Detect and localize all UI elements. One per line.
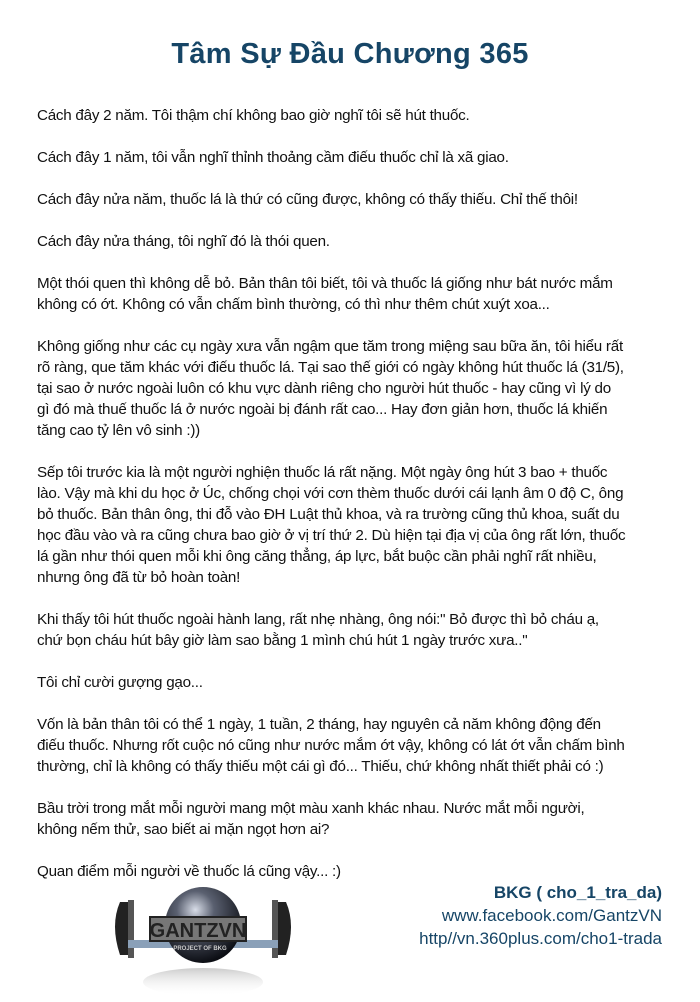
- paragraph: [37, 231, 677, 252]
- paragraph-line: không nếm thử, sao biết ai mặn ngọt hơn ai?: [37, 821, 330, 838]
- paragraph-line: Không giống như các cụ ngày xưa vẫn ngậm que tăm trong miệng sau bữa ăn, tôi hiểu rất: [37, 338, 623, 355]
- paragraph-line: tại sao ở nước ngoài luôn có khu vực dành riêng cho người hút thuốc - hay cũng vì lý do: [37, 380, 611, 397]
- paragraph: [37, 189, 677, 210]
- paragraph-line: bỏ thuốc. Bản thân ông, thi đỗ vào ĐH Luật thủ khoa, và ra trường cũng thủ khoa, suất du: [37, 506, 620, 523]
- svg-text:PROJECT OF BKG: PROJECT OF BKG: [173, 946, 227, 952]
- paragraph-line: Một thói quen thì không dễ bỏ. Bản thân tôi biết, tôi và thuốc lá giống như bát nước mắm: [37, 275, 613, 292]
- paragraph: [37, 462, 677, 588]
- paragraph-line: gì đó mà thuế thuốc lá ở nước ngoài bị đánh rất cao... Hay đơn giản hơn, thuốc lá khiến: [37, 401, 608, 418]
- paragraph-line: lá gần như thói quen mỗi khi ông căng thẳng, áp lực, bắt buộc cần phải nghĩ rất nhiều,: [37, 548, 597, 565]
- paragraph-line: học đầu vào và ra cũng chưa bao giờ ở vị trí thứ 2. Dù hiện tại địa vị của ông rất lớn, thuốc: [37, 527, 626, 544]
- paragraph-line: chứ bọn cháu hút bây giờ làm sao bằng 1 mình chú hút 1 ngày trước xưa..": [37, 632, 528, 649]
- paragraph-line: tăng cao tỷ lên vô sinh :)): [37, 422, 200, 439]
- paragraph: [37, 861, 677, 882]
- paragraph-line: Cách đây 1 năm, tôi vẫn nghĩ thỉnh thoảng cầm điếu thuốc chỉ là xã giao.: [37, 149, 509, 166]
- paragraph-line: Tôi chỉ cười gượng gạo...: [37, 674, 203, 691]
- credits: [419, 881, 662, 950]
- paragraph: [37, 714, 677, 777]
- author-name: BKG ( cho_1_tra_da): [493, 883, 662, 902]
- paragraph-line: Bầu trời trong mắt mỗi người mang một màu xanh khác nhau. Nước mắt mỗi người,: [37, 800, 585, 817]
- facebook-link[interactable]: www.facebook.com/GantzVN: [441, 906, 662, 925]
- paragraph: [37, 609, 677, 651]
- paragraph: [37, 798, 677, 840]
- paragraph-line: Khi thấy tôi hút thuốc ngoài hành lang, rất nhẹ nhàng, ông nói:" Bỏ được thì bỏ cháu ạ,: [37, 611, 599, 628]
- paragraph-line: nhưng ông đã từ bỏ hoàn toàn!: [37, 569, 241, 586]
- paragraph: [37, 672, 677, 693]
- paragraph-line: Cách đây 2 năm. Tôi thậm chí không bao giờ nghĩ tôi sẽ hút thuốc.: [37, 107, 470, 124]
- paragraph-line: không có ớt. Không có vẫn chấm bình thường, có thì như thêm chút xuýt xoa...: [37, 296, 550, 313]
- paragraph-line: Cách đây nửa năm, thuốc lá là thứ có cũng được, không có thấy thiếu. Chỉ thế thôi!: [37, 191, 578, 208]
- paragraph: [37, 147, 677, 168]
- paragraph-line: Cách đây nửa tháng, tôi nghĩ đó là thói quen.: [37, 233, 330, 250]
- paragraph-line: Quan điểm mỗi người về thuốc lá cũng vậy... :): [37, 863, 341, 880]
- paragraph-line: rõ ràng, que tăm khác với điếu thuốc lá. Tại sao thế giới có ngày không hút thuốc lá (31/5),: [37, 359, 624, 376]
- paragraph: [37, 336, 677, 441]
- page-title: Tâm Sự Đầu Chương 365: [171, 38, 529, 70]
- svg-text:GANTZVN: GANTZVN: [149, 920, 247, 942]
- website-link[interactable]: http//vn.360plus.com/cho1-trada: [419, 929, 662, 948]
- gantz-sphere-logo: [108, 880, 298, 1000]
- paragraph: [37, 273, 677, 315]
- paragraph-line: Sếp tôi trước kia là một người nghiện thuốc lá rất nặng. Một ngày ông hút 3 bao + thuốc: [37, 464, 608, 481]
- paragraph-line: điếu thuốc. Nhưng rốt cuộc nó cũng như nước mắm ớt vậy, không có lát ớt vẫn chấm bình: [37, 737, 625, 754]
- paragraph-line: lào. Vậy mà khi du học ở Úc, chống chọi với cơn thèm thuốc dưới cái lạnh âm 0 độ C, ông: [37, 485, 624, 502]
- article-body: [37, 105, 677, 903]
- paragraph-line: thường, chỉ là không có thấy thiếu một cái gì đó... Thiếu, chứ không nhất thiết phải có :): [37, 758, 604, 775]
- paragraph-line: Vốn là bản thân tôi có thể 1 ngày, 1 tuần, 2 tháng, hay nguyên cả năm không động đến: [37, 716, 601, 733]
- paragraph: [37, 105, 677, 126]
